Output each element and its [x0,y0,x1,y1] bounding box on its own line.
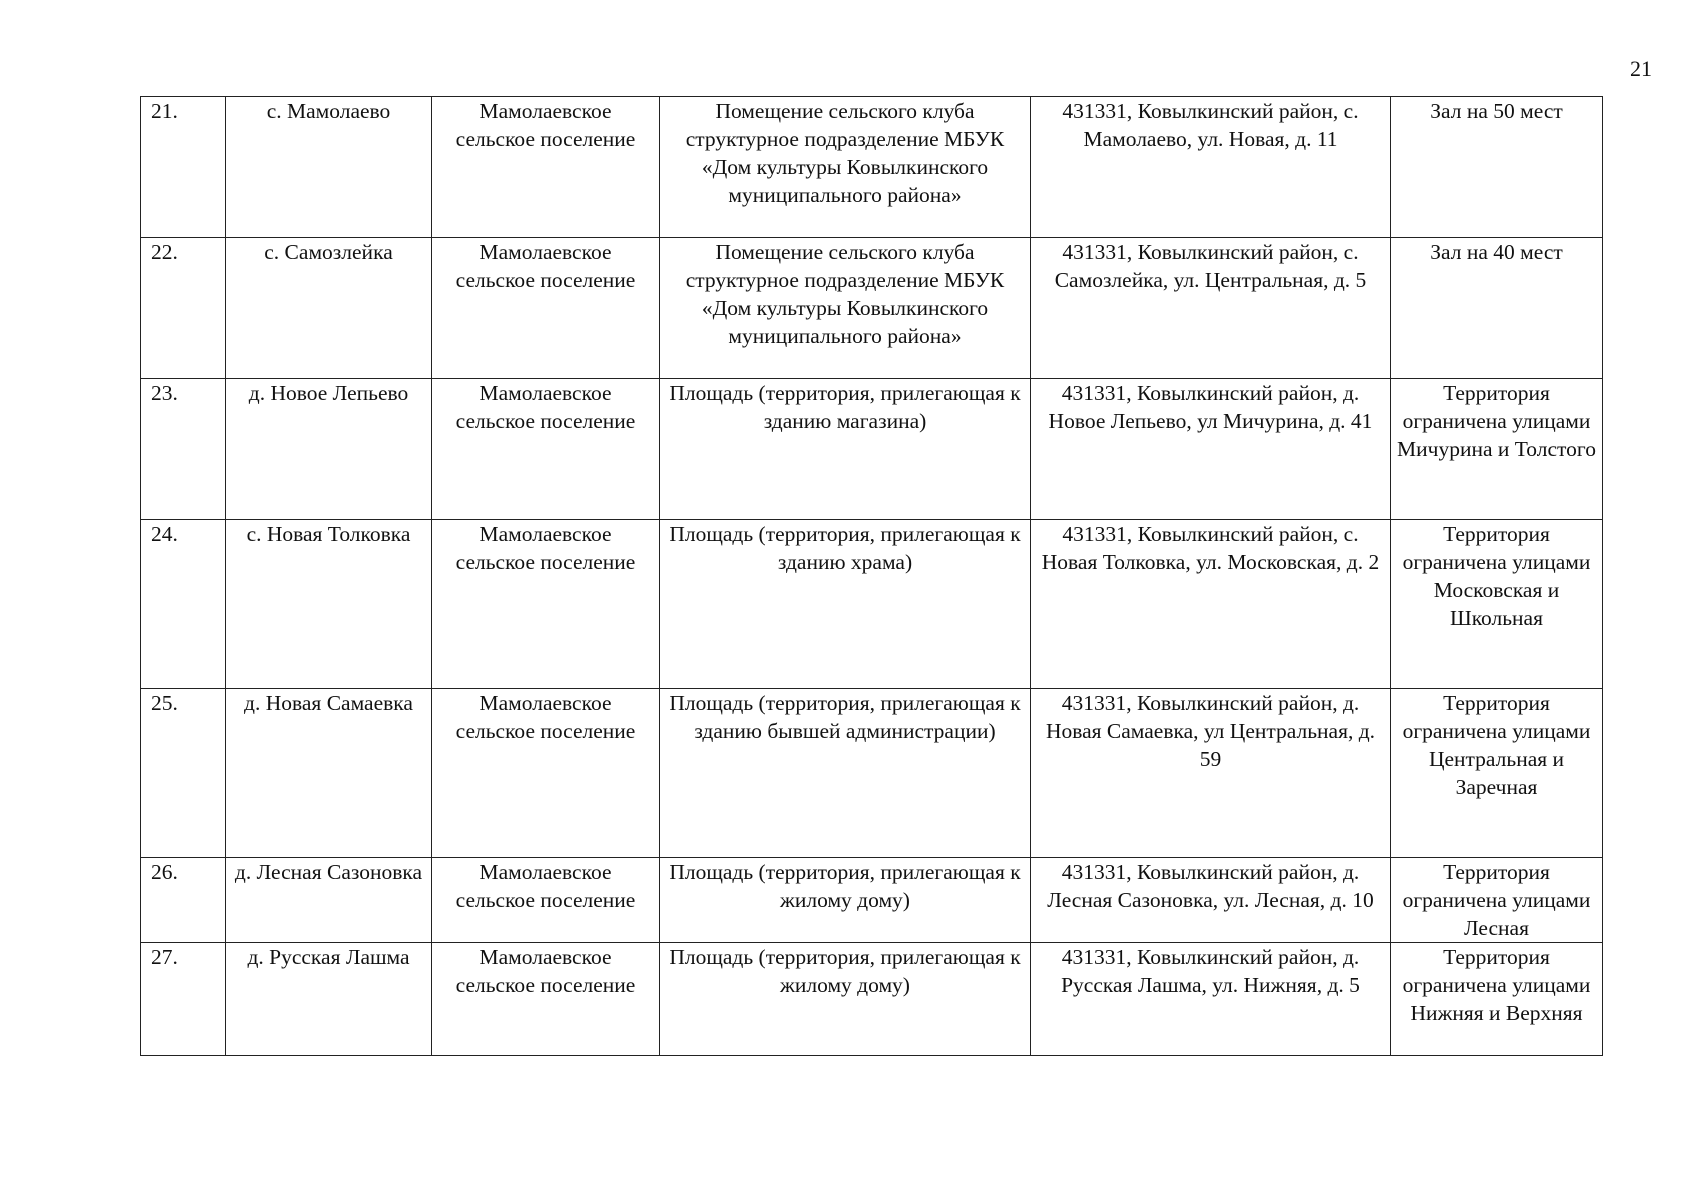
place-cell: с. Самозлейка [226,238,432,379]
row-number: 25. [141,689,226,858]
note-cell: Зал на 50 мест [1391,97,1603,238]
room-cell: Помещение сельского клуба структурное подразделение МБУК «Дом культуры Ковылкинского муниципального района» [660,97,1031,238]
settlement-cell: Мамолаевское сельское поселение [432,689,660,858]
table-row [141,97,1603,238]
settlement-cell: Мамолаевское сельское поселение [432,943,660,1056]
table-row [141,238,1603,379]
note-cell: Зал на 40 мест [1391,238,1603,379]
note-cell: Территория ограничена улицами Центральная и Заречная [1391,689,1603,858]
note-cell: Территория ограничена улицами Лесная [1391,858,1603,943]
address-cell: 431331, Ковылкинский район, д. Новое Лепьево, ул Мичурина, д. 41 [1031,379,1391,520]
table-row [141,689,1603,858]
address-cell: 431331, Ковылкинский район, с. Мамолаево, ул. Новая, д. 11 [1031,97,1391,238]
room-cell: Площадь (территория, прилегающая к жилому дому) [660,858,1031,943]
settlement-cell: Мамолаевское сельское поселение [432,520,660,689]
room-cell: Площадь (территория, прилегающая к зданию храма) [660,520,1031,689]
settlement-cell: Мамолаевское сельское поселение [432,97,660,238]
address-cell: 431331, Ковылкинский район, д. Лесная Сазоновка, ул. Лесная, д. 10 [1031,858,1391,943]
note-cell: Территория ограничена улицами Мичурина и Толстого [1391,379,1603,520]
place-cell: с. Новая Толковка [226,520,432,689]
settlement-cell: Мамолаевское сельское поселение [432,238,660,379]
table-row [141,858,1603,943]
table-row [141,943,1603,1056]
address-cell: 431331, Ковылкинский район, с. Самозлейка, ул. Центральная, д. 5 [1031,238,1391,379]
place-cell: д. Русская Лашма [226,943,432,1056]
places-table [140,96,1603,1056]
row-number: 27. [141,943,226,1056]
place-cell: с. Мамолаево [226,97,432,238]
row-number: 24. [141,520,226,689]
room-cell: Площадь (территория, прилегающая к зданию бывшей администрации) [660,689,1031,858]
address-cell: 431331, Ковылкинский район, д. Новая Самаевка, ул Центральная, д. 59 [1031,689,1391,858]
page-number: 21 [1630,56,1652,81]
room-cell: Площадь (территория, прилегающая к жилому дому) [660,943,1031,1056]
room-cell: Помещение сельского клуба структурное подразделение МБУК «Дом культуры Ковылкинского муниципального района» [660,238,1031,379]
table-row [141,520,1603,689]
room-cell: Площадь (территория, прилегающая к зданию магазина) [660,379,1031,520]
settlement-cell: Мамолаевское сельское поселение [432,379,660,520]
place-cell: д. Новая Самаевка [226,689,432,858]
row-number: 22. [141,238,226,379]
address-cell: 431331, Ковылкинский район, с. Новая Толковка, ул. Московская, д. 2 [1031,520,1391,689]
row-number: 26. [141,858,226,943]
row-number: 23. [141,379,226,520]
address-cell: 431331, Ковылкинский район, д. Русская Лашма, ул. Нижняя, д. 5 [1031,943,1391,1056]
row-number: 21. [141,97,226,238]
note-cell: Территория ограничена улицами Московская и Школьная [1391,520,1603,689]
place-cell: д. Лесная Сазоновка [226,858,432,943]
table-row [141,379,1603,520]
note-cell: Территория ограничена улицами Нижняя и Верхняя [1391,943,1603,1056]
place-cell: д. Новое Лепьево [226,379,432,520]
settlement-cell: Мамолаевское сельское поселение [432,858,660,943]
